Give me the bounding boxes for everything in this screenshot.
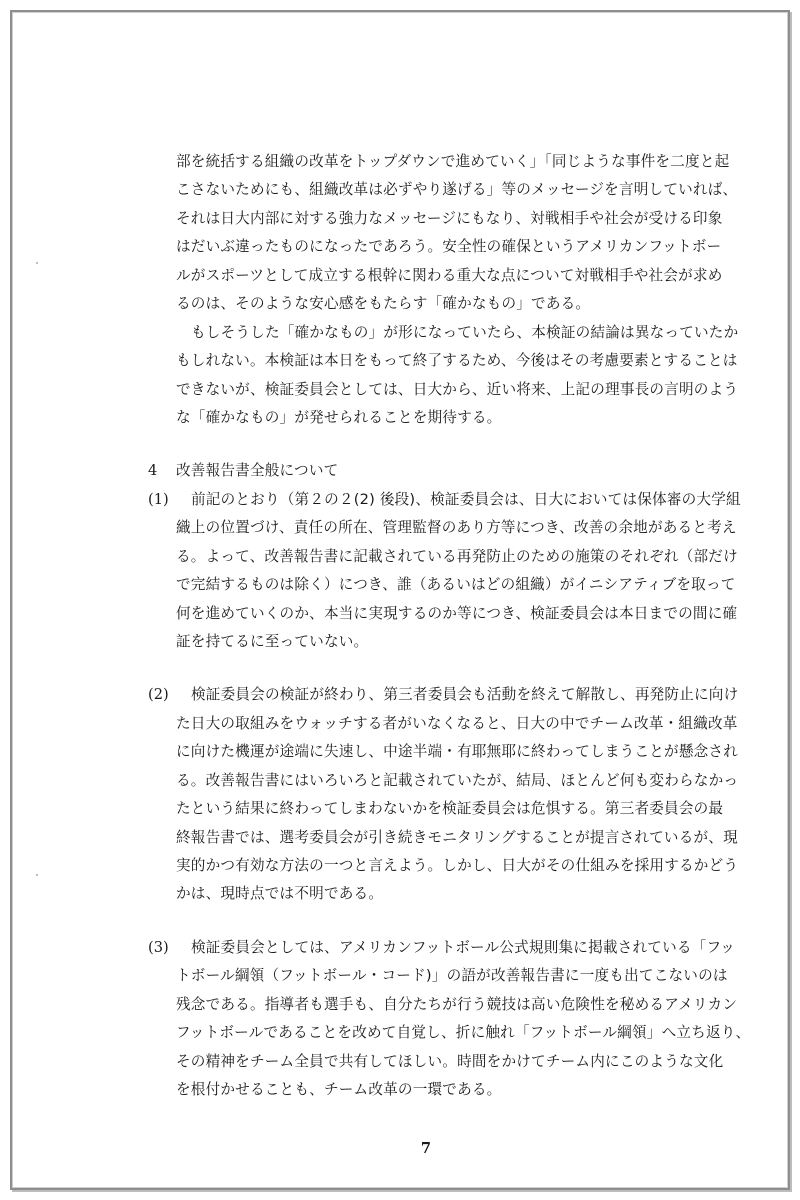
text-line: た日大の取組みをウォッチする者がいなくなると、日大の中でチーム改革・組織改革 [176, 714, 738, 732]
text-line: もしれない。本検証は本日をもって終了するため、今後はその考慮要素とすることは [176, 352, 738, 370]
text-line: るのは、そのような安心感をもたらす「確かなもの」である。 [176, 295, 591, 313]
scan-speck [36, 874, 38, 876]
text-line: 織上の位置づけ、責任の所在、管理監督のあり方等につき、改善の余地があると考え [176, 519, 737, 537]
text-line: その精神をチーム全員で共有してほしい。時間をかけてチーム内にこのような文化 [176, 1052, 724, 1070]
text-line: 部を統括する組織の改革をトップダウンで進めていく」「同じような事件を二度と起 [176, 153, 730, 170]
text-line: 残念である。指導者も選手も、自分たちが行う競技は高い危険性を秘めるアメリカン [176, 995, 738, 1013]
text-line: 何を進めていくのか、本当に実現するのか等につき、検証委員会は本日までの間に確 [176, 604, 738, 622]
text-line: 検証委員会の検証が終わり、第三者委員会も活動を終えて解散し、再発防止に向け [191, 686, 739, 704]
text-line: もしそうした「確かなもの」が形になっていたら、本検証の結論は異なっていたか [191, 323, 739, 341]
item-marker: (3) [148, 938, 169, 956]
text-line: 実的かつ有効な方法の一つと言えよう。しかし、日大がその仕組みを採用するかどう [176, 857, 739, 875]
item-marker: (1) [148, 490, 169, 508]
section-title: 改善報告書全般について [176, 462, 339, 480]
text-line: な「確かなもの」が発せられることを期待する。 [176, 409, 502, 427]
text-line: トボール綱領（フットボール・コード)」の語が改善報告書に一度も出てこないのは [176, 967, 728, 985]
text-line: に向けた機運が途端に失速し、中途半端・有耶無耶に終わってしまうことが懸念され [176, 743, 739, 761]
text-line: 前記のとおり（第２の２(2) 後段)、検証委員会は、日大においては保体審の大学組 [191, 490, 741, 508]
text-line: フットボールであることを改めて自覚し、折に触れ「フットボール綱領」へ立ち返り、 [176, 1024, 751, 1042]
text-line: かは、現時点では不明である。 [176, 885, 384, 903]
page-number: 7 [420, 1140, 432, 1157]
section-number: 4 [148, 462, 158, 480]
text-line: こさないためにも、組織改革は必ずやり遂げる」等のメッセージを言明していれば、 [176, 181, 738, 199]
text-line: 終報告書では、選考委員会が引き続きモニタリングすることが提言されているが、現 [176, 828, 738, 846]
scan-speck [36, 262, 38, 264]
item-marker: (2) [148, 686, 169, 704]
text-line: る。改善報告書にはいろいろと記載されていたが、結局、ほとんど何も変わらなかっ [176, 771, 739, 789]
text-line: 証を持てるに至っていない。 [176, 633, 369, 651]
text-line: できないが、検証委員会としては、日大から、近い将来、上記の理事長の言明のよう [176, 380, 739, 398]
text-line: る。よって、改善報告書に記載されている再発防止のための施策のそれぞれ（部だけ [176, 547, 738, 565]
text-line: を根付かせることも、チーム改革の一環である。 [176, 1081, 502, 1098]
text-line: たという結果に終わってしまわないかを検証委員会は危惧する。第三者委員会の最 [176, 800, 724, 818]
text-line: 検証委員会としては、アメリカンフットボール公式規則集に掲載されている「フッ [191, 938, 736, 956]
text-line: ルがスポーツとして成立する根幹に関わる重大な点について対戦相手や社会が求め [176, 266, 723, 284]
text-line: で完結するものは除く）につき、誰（あるいはどの組織）がイニシアティブを取って [176, 576, 736, 594]
text-line: それは日大内部に対する強力なメッセージにもなり、対戦相手や社会が受ける印象 [176, 209, 723, 227]
text-line: はだいぶ違ったものになったであろう。安全性の確保というアメリカンフットボー [176, 238, 722, 256]
